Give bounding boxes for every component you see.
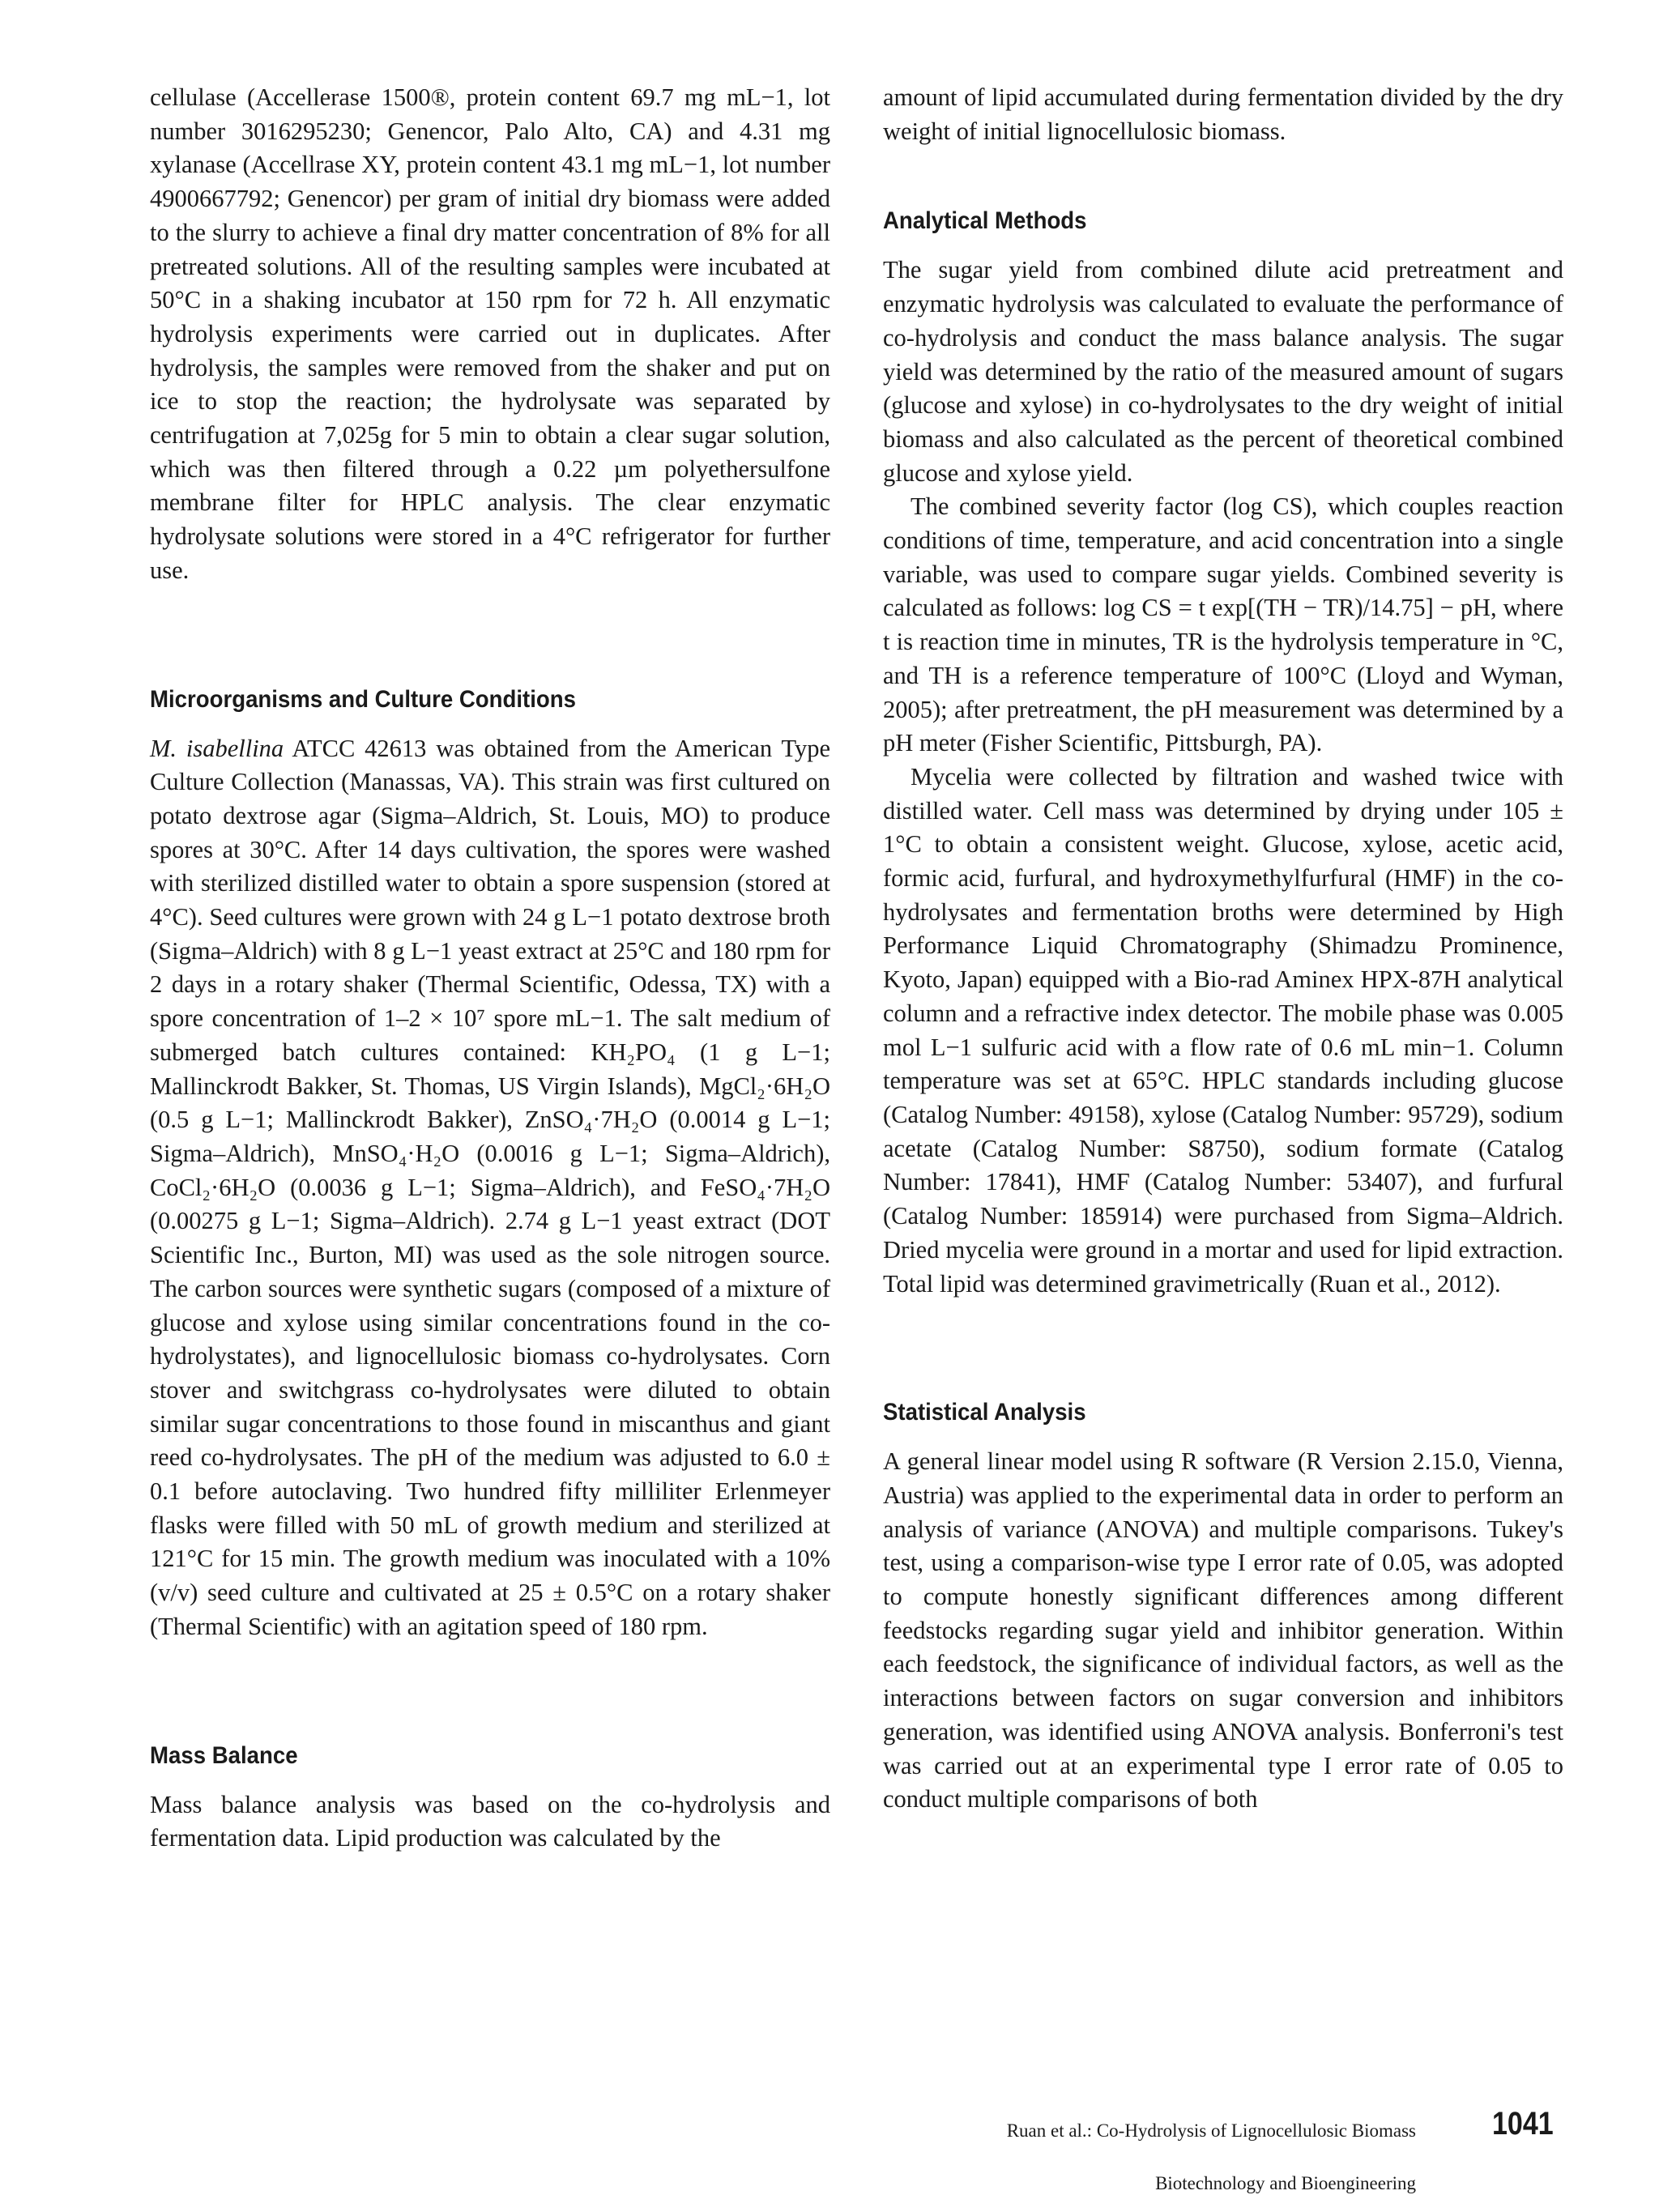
left-para-enzymatic: cellulase (Accellerase 1500®, protein content 69.7 mg mL−1, lot number 3016295230; Genencor, Palo Alto, CA) and 4.31 mg xylanase (Accellrase XY, protein content 43.1 mg mL−1, lot number 4900667792; Genencor) per gram of initial dry biomass were added to the slurry to achieve a final dry matter concentration of 8% for all pretreated solutions. All of the resulting samples were incubated at 50°C in a shaking incubator at 150 rpm for 72 h. All enzymatic hydrolysis experiments were carried out in duplicates. After hydrolysis, the samples were removed from the shaker and put on ice to stop the reaction; the hydrolysate was separated by centrifugation at 7,025g for 5 min to obtain a clear sugar solution, which was then filtered through a 0.22 µm polyethersulfone membrane filter for HPLC analysis. The clear enzymatic hydrolysate solutions were stored in a 4°C refrigerator for further use. xyxy=(150,83,830,584)
right-column xyxy=(883,81,1563,1817)
left-column xyxy=(150,81,830,1856)
heading-mass-balance: Mass Balance xyxy=(150,1741,298,1769)
left-para-microorganisms xyxy=(150,732,830,1644)
heading-analytical-methods: Analytical Methods xyxy=(883,207,1087,235)
heading-microorganisms: Microorganisms and Culture Conditions xyxy=(150,685,576,713)
micro-text: ATCC 42613 was obtained from the American Type Culture Collection (Manassas, VA). This strain was first cultured on potato dextrose agar (Sigma–Aldrich, St. Louis, MO) to produce spores at 30°C. After 14 days cultivation, the spores were washed with sterilized distilled water to obtain a spore suspension (stored at 4°C). Seed cultures were grown with 24 g L−1 potato dextrose broth (Sigma–Aldrich) with 8 g L−1 yeast extract at 25°C and 180 rpm for 2 days in a rotary shaker (Thermal Scientific, Odessa, TX) with a spore concentration of 1–2 × 10⁷ spore mL−1. The salt medium of submerged batch cultures contained: KH₂PO₄ (1 g L−1; Mallinckrodt Bakker, St. Thomas, US Virgin Islands), MgCl₂·6H₂O (0.5 g L−1; Mallinckrodt Bakker), ZnSO₄·7H₂O (0.0014 g L−1; Sigma–Aldrich), MnSO₄·H₂O (0.0016 g L−1; Sigma–Aldrich), CoCl₂·6H₂O (0.0036 g L−1; Sigma–Aldrich), and FeSO₄·7H₂O (0.00275 g L−1; Sigma–Aldrich). 2.74 g L−1 yeast extract (DOT Scientific Inc., Burton, MI) was used as the sole nitrogen source. The carbon sources were synthetic sugars (composed of a mixture of glucose and xylose using similar concentrations found in the co-hydrolystates), and lignocellulosic biomass co-hydrolysates. Corn stover and switchgrass co-hydrolysates were diluted to obtain similar sugar concentrations to those found in miscanthus and giant reed co-hydrolysates. The pH of the medium was adjusted to 6.0 ± 0.1 before autoclaving. Two hundred fifty milliliter Erlenmeyer flasks were filled with 50 mL of growth medium and sterilized at 121°C for 15 min. The growth medium was inoculated with a 10% (v/v) seed culture and cultivated at 25 ± 0.5°C on a rotary shaker (Thermal Scientific) with an agitation speed of 180 rpm. xyxy=(150,734,830,1640)
right-para-severity: The combined severity factor (log CS), which couples reaction conditions of time, temperature, and acid concentration into a single variable, was used to compare sugar yields. Combined severity is calculated as follows: log CS = t exp[(TH − TR)/14.75] − pH, where t is reaction time in minutes, TR is the hydrolysis temperature in °C, and TH is a reference temperature of 100°C (Lloyd and Wyman, 2005); after pretreatment, the pH measurement was determined by a pH meter (Fisher Scientific, Pittsburgh, PA). xyxy=(883,492,1563,757)
left-para-mass-balance: Mass balance analysis was based on the co-hydrolysis and fermentation data. Lipid production was calculated by the xyxy=(150,1790,830,1852)
page-number: 1041 xyxy=(1492,2106,1554,2142)
right-para-hplc: Mycelia were collected by filtration and washed twice with distilled water. Cell mass was determined by drying under 105 ± 1°C to obtain a consistent weight. Glucose, xylose, acetic acid, formic acid, furfural, and hydroxymethylfurfural (HMF) in the co-hydrolysates and fermentation broths were determined by High Performance Liquid Chromatography (Shimadzu Prominence, Kyoto, Japan) equipped with a Bio-rad Aminex HPX-87H analytical column and a refractive index detector. The mobile phase was 0.005 mol L−1 sulfuric acid with a flow rate of 0.6 mL min−1. Column temperature was set at 65°C. HPLC standards including glucose (Catalog Number: 49158), xylose (Catalog Number: 95729), sodium acetate (Catalog Number: S8750), sodium formate (Catalog Number: 17841), HMF (Catalog Number: 53407), and furfural (Catalog Number: 185914) were purchased from Sigma–Aldrich. Dried mycelia were ground in a mortar and used for lipid extraction. Total lipid was determined gravimetrically (Ruan et al., 2012). xyxy=(883,762,1563,1298)
right-para-statistics: A general linear model using R software (R Version 2.15.0, Vienna, Austria) was applied to the experimental data in order to perform an analysis of variance (ANOVA) and multiple comparisons. Tukey's test, using a comparison-wise type I error rate of 0.05, was adopted to compute honestly significant differences among different feedstocks regarding sugar yield and inhibitor generation. Within each feedstock, the significance of individual factors, as well as the interactions between factors on sugar conversion and inhibitors generation, was identified using ANOVA analysis. Bonferroni's test was carried out at an experimental type I error rate of 0.05 to conduct multiple comparisons of both xyxy=(883,1447,1563,1813)
species-name: M. isabellina xyxy=(150,734,284,762)
right-para-sugar-yield: The sugar yield from combined dilute acid pretreatment and enzymatic hydrolysis was calculated to evaluate the performance of co-hydrolysis and conduct the mass balance analysis. The sugar yield was determined by the ratio of the measured amount of sugars (glucose and xylose) in co-hydrolysates to the dry weight of initial biomass and also calculated as the percent of theoretical combined glucose and xylose yield. xyxy=(883,256,1563,487)
running-title: Ruan et al.: Co-Hydrolysis of Lignocellulosic Biomass xyxy=(1006,2120,1416,2141)
journal-name: Biotechnology and Bioengineering xyxy=(1155,2173,1416,2193)
heading-statistical-analysis: Statistical Analysis xyxy=(883,1399,1086,1426)
right-para-continued: amount of lipid accumulated during fermentation divided by the dry weight of initial lignocellulosic biomass. xyxy=(883,83,1563,145)
